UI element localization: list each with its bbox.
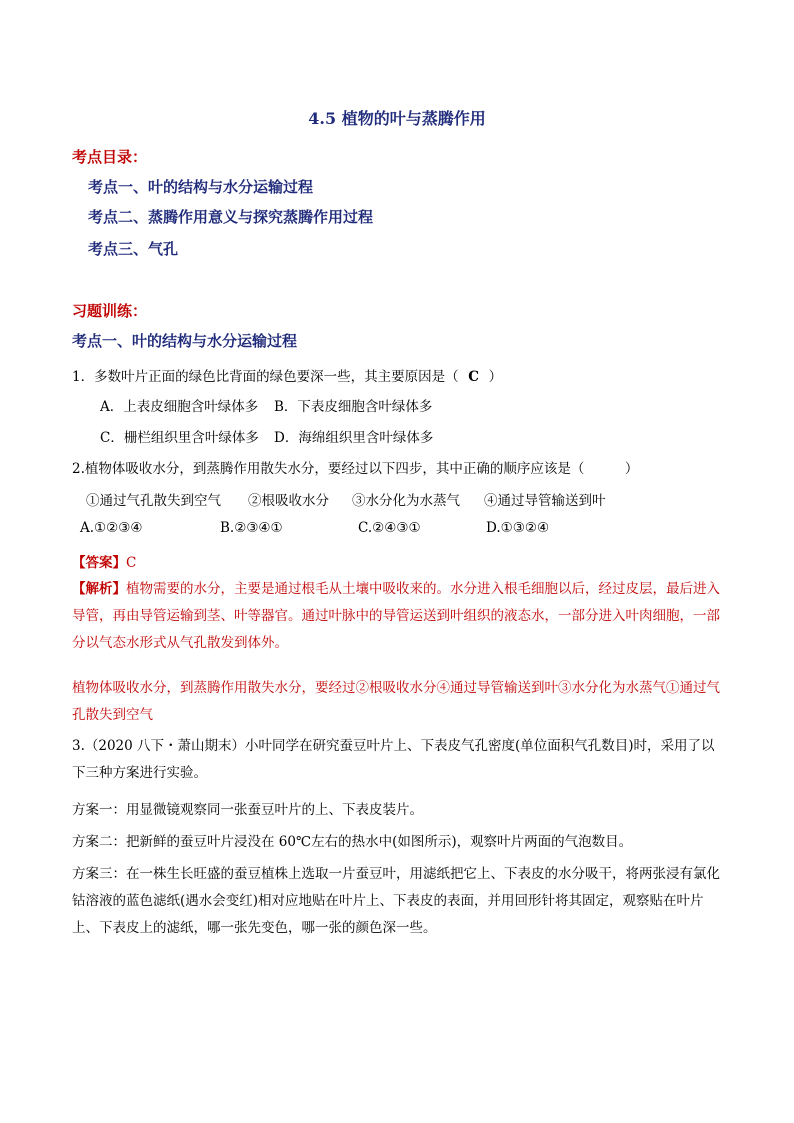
q1-stem-after: ） bbox=[488, 369, 503, 385]
q2-analysis bbox=[72, 576, 722, 657]
q1-option-d: D．海绵组织里含叶绿体多 bbox=[274, 430, 434, 446]
q2-analysis-2: 植物体吸收水分，到蒸腾作用散失水分，要经过②根吸收水分④通过导管输送到叶③水分化为水蒸气①通过气孔散失到空气 bbox=[72, 680, 720, 723]
q2-step-1: ①通过气孔散失到空气 bbox=[86, 493, 221, 509]
q2-step-4: ④通过导管输送到叶 bbox=[484, 493, 606, 509]
q1-answer: C bbox=[468, 369, 479, 385]
toc-item-2: 考点二、蒸腾作用意义与探究蒸腾作用过程 bbox=[88, 208, 374, 226]
section1-heading: 考点一、叶的结构与水分运输过程 bbox=[72, 332, 298, 350]
q2-option-a: A.①②③④ bbox=[80, 520, 143, 536]
page-title: 4.5 植物的叶与蒸腾作用 bbox=[308, 109, 486, 128]
q1-stem-before: 1．多数叶片正面的绿色比背面的绿色要深一些，其主要原因是（ bbox=[72, 369, 459, 385]
q3-plan-3: 方案三：在一株生长旺盛的蚕豆植株上选取一片蚕豆叶，用滤纸把它上、下表皮的水分吸干，将两张浸有氯化钴溶液的蓝色滤纸(遇水会变红)相对应地贴在叶片上、下表皮的表面，并用回形针将其固定，观察贴在叶片上、下表皮上的滤纸，哪一张先变色，哪一张的颜色深一些。 bbox=[72, 866, 720, 936]
toc-item-1: 考点一、叶的结构与水分运输过程 bbox=[88, 178, 314, 196]
q2-answer bbox=[72, 551, 136, 571]
practice-heading: 习题训练： bbox=[72, 302, 148, 320]
toc-item-3: 考点三、气孔 bbox=[88, 240, 179, 258]
q2-step-2: ②根吸收水分 bbox=[248, 493, 329, 509]
q1-option-b: B．下表皮细胞含叶绿体多 bbox=[274, 399, 433, 415]
toc-heading: 考点目录： bbox=[72, 148, 148, 166]
q2-analysis-text: 植物需要的水分，主要是通过根毛从土壤中吸收来的。水分进入根毛细胞以后，经过皮层，最后进入导管，再由导管运输到茎、叶等器官。通过叶脉中的导管运送到叶组织的液态水，一部分进入叶肉细胞，一部分以气态水形式从气孔散发到体外。 bbox=[72, 581, 720, 651]
q1-stem bbox=[72, 365, 502, 385]
q3-plan-1: 方案一：用显微镜观察同一张蚕豆叶片的上、下表皮装片。 bbox=[72, 802, 423, 818]
q2-option-c: C.②④③① bbox=[358, 520, 421, 536]
q1-option-c: C．栅栏组织里含叶绿体多 bbox=[100, 430, 259, 446]
q2-answer-value: C bbox=[126, 555, 137, 571]
answer-tag: 【答案】 bbox=[72, 555, 126, 571]
q2-option-d: D.①③②④ bbox=[486, 520, 550, 536]
analysis-tag: 【解析】 bbox=[72, 581, 126, 597]
q1-option-a: A．上表皮细胞含叶绿体多 bbox=[100, 399, 259, 415]
q2-step-3: ③水分化为水蒸气 bbox=[352, 493, 460, 509]
q2-option-b: B.②③④① bbox=[220, 520, 283, 536]
q3-plan-2: 方案二：把新鲜的蚕豆叶片浸没在 60℃左右的热水中(如图所示)，观察叶片两面的气泡数目。 bbox=[72, 834, 633, 850]
q2-stem: 2.植物体吸收水分，到蒸腾作用散失水分，要经过以下四步，其中正确的顺序应该是（ ） bbox=[72, 461, 639, 477]
q3-stem: 3.（2020 八下・萧山期末）小叶同学在研究蚕豆叶片上、下表皮气孔密度(单位面积气孔数目)时，采用了以下三种方案进行实验。 bbox=[72, 738, 715, 781]
